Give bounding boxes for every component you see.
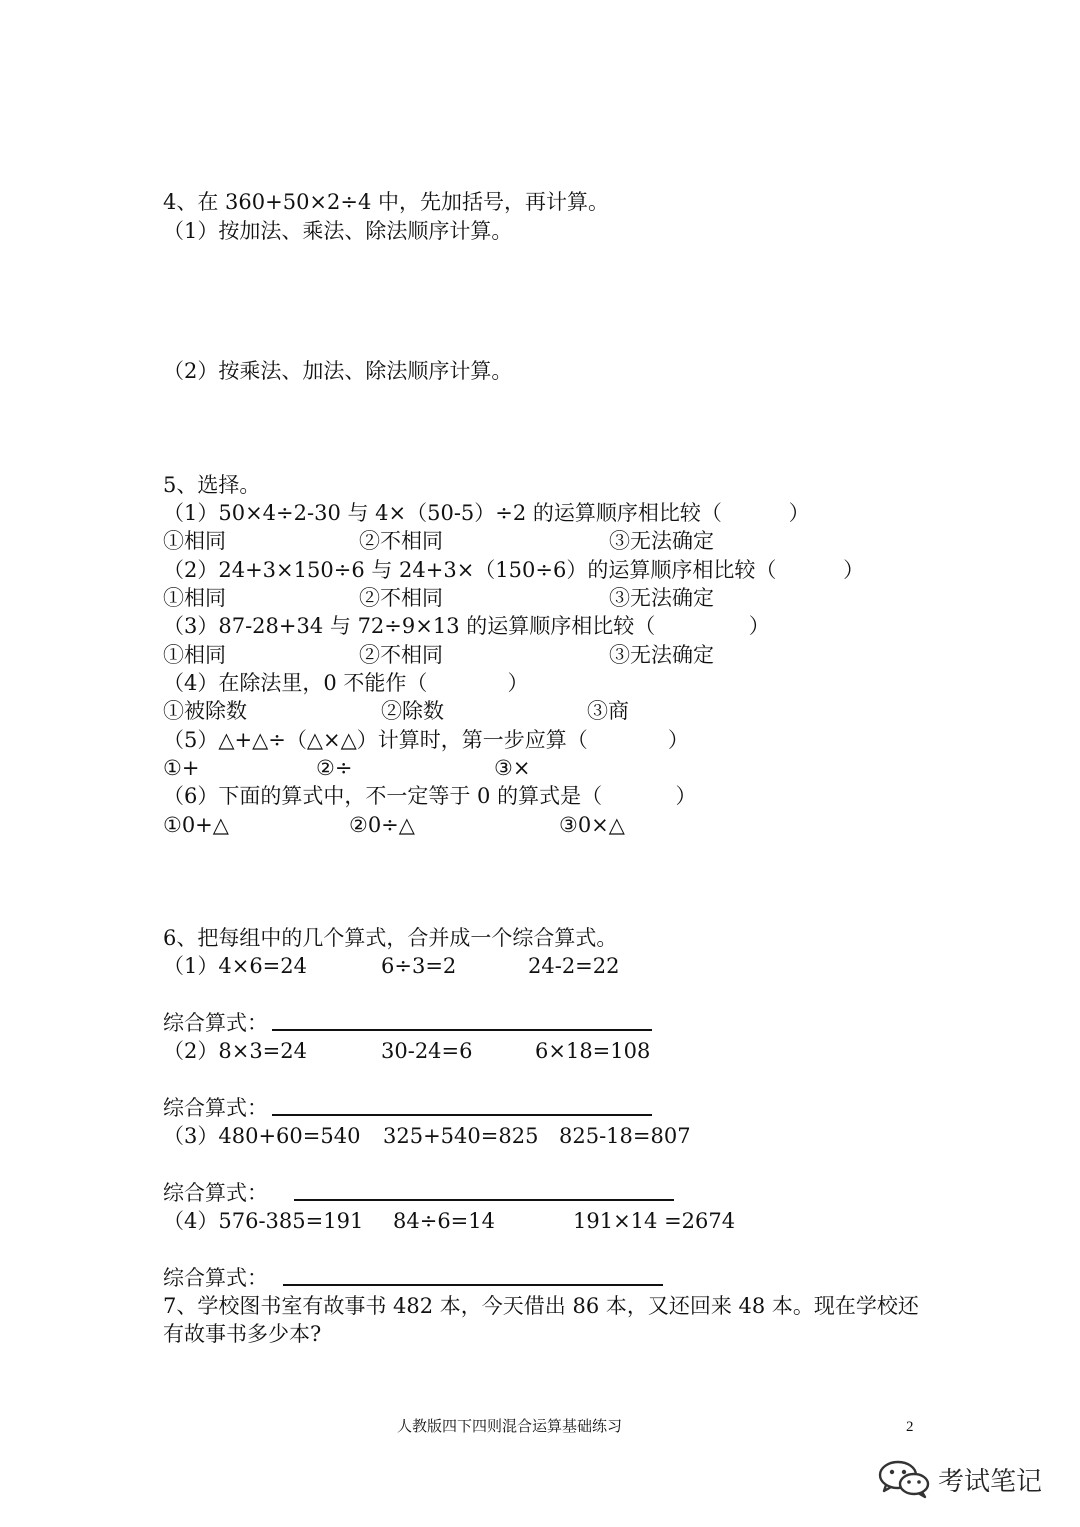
watermark: [876, 1459, 1042, 1499]
q5-item2-question: （2）24+3×150÷6 与 24+3×（150÷6）的运算顺序相比较（ ）: [163, 558, 865, 582]
q6-group3-eq3: 825-18=807: [559, 1124, 691, 1148]
q6-group1-eq3: 24-2=22: [528, 954, 620, 978]
q7-line2: 有故事书多少本?: [163, 1322, 322, 1346]
q5-item4-option-b: ②除数: [381, 699, 444, 723]
q6-group3-eq2: 325+540=825: [383, 1124, 539, 1148]
q5-item5-option-b: ②÷: [316, 756, 353, 780]
q5-item5-option-a: ①+: [163, 756, 200, 780]
q6-title: 6、把每组中的几个算式，合并成一个综合算式。: [163, 926, 618, 950]
q5-item4-question: （4）在除法里，0 不能作（ ）: [163, 671, 529, 695]
q6-answer-label-4: 综合算式：: [163, 1266, 268, 1290]
q6-group3-eq1: （3）480+60=540: [163, 1124, 361, 1148]
q6-answer-label-2: 综合算式：: [163, 1096, 268, 1120]
footer-title: 人教版四下四则混合运算基础练习: [397, 1419, 623, 1435]
q5-item4-option-c: ③商: [587, 699, 629, 723]
q5-title: 5、选择。: [163, 473, 261, 497]
q4-title: 4、在 360+50×2÷4 中，先加括号，再计算。: [163, 190, 610, 214]
q5-item3-option-a: ①相同: [163, 643, 226, 667]
q5-item2-option-a: ①相同: [163, 586, 226, 610]
q4-part2: （2）按乘法、加法、除法顺序计算。: [163, 359, 513, 383]
q6-group2-eq2: 30-24=6: [381, 1039, 473, 1063]
q5-item1-question: （1）50×4÷2-30 与 4×（50-5）÷2 的运算顺序相比较（ ）: [163, 501, 810, 525]
q5-item6-option-b: ②0÷△: [349, 813, 415, 837]
q6-answer-label-3: 综合算式：: [163, 1181, 268, 1205]
q6-group1-eq2: 6÷3=2: [381, 954, 457, 978]
q6-answer-blank-2[interactable]: [272, 1114, 652, 1116]
wechat-icon: [876, 1459, 932, 1499]
q5-item3-option-c: ③无法确定: [609, 643, 714, 667]
q4-part1: （1）按加法、乘法、除法顺序计算。: [163, 219, 513, 243]
q6-answer-label-1: 综合算式：: [163, 1011, 268, 1035]
page-number: 2: [906, 1419, 914, 1435]
q6-answer-blank-1[interactable]: [272, 1029, 652, 1031]
q6-group4-eq1: （4）576-385=191: [163, 1209, 364, 1233]
q6-group2-eq1: （2）8×3=24: [163, 1039, 307, 1063]
q5-item3-option-b: ②不相同: [359, 643, 443, 667]
q5-item6-option-a: ①0+△: [163, 813, 229, 837]
q6-group2-eq3: 6×18=108: [535, 1039, 651, 1063]
q6-group4-eq2: 84÷6=14: [393, 1209, 495, 1233]
q5-item3-question: （3）87-28+34 与 72÷9×13 的运算顺序相比较（ ）: [163, 614, 770, 638]
q5-item1-option-a: ①相同: [163, 529, 226, 553]
q6-group1-eq1: （1）4×6=24: [163, 954, 307, 978]
q5-item6-option-c: ③0×△: [559, 813, 625, 837]
q6-answer-blank-4[interactable]: [283, 1284, 663, 1286]
q6-answer-blank-3[interactable]: [294, 1199, 674, 1201]
q7-line1: 7、学校图书室有故事书 482 本，今天借出 86 本，又还回来 48 本。现在学校还: [163, 1294, 919, 1318]
q5-item5-option-c: ③×: [494, 756, 531, 780]
watermark-text: 考试笔记: [938, 1466, 1043, 1497]
q5-item6-question: （6）下面的算式中，不一定等于 0 的算式是（ ）: [163, 784, 697, 808]
q5-item1-option-b: ②不相同: [359, 529, 443, 553]
q5-item2-option-b: ②不相同: [359, 586, 443, 610]
q5-item1-option-c: ③无法确定: [609, 529, 714, 553]
q5-item5-question: （5）△+△÷（△×△）计算时，第一步应算（ ）: [163, 728, 689, 752]
q5-item2-option-c: ③无法确定: [609, 586, 714, 610]
q5-item4-option-a: ①被除数: [163, 699, 247, 723]
q6-group4-eq3: 191×14 =2674: [573, 1209, 736, 1233]
